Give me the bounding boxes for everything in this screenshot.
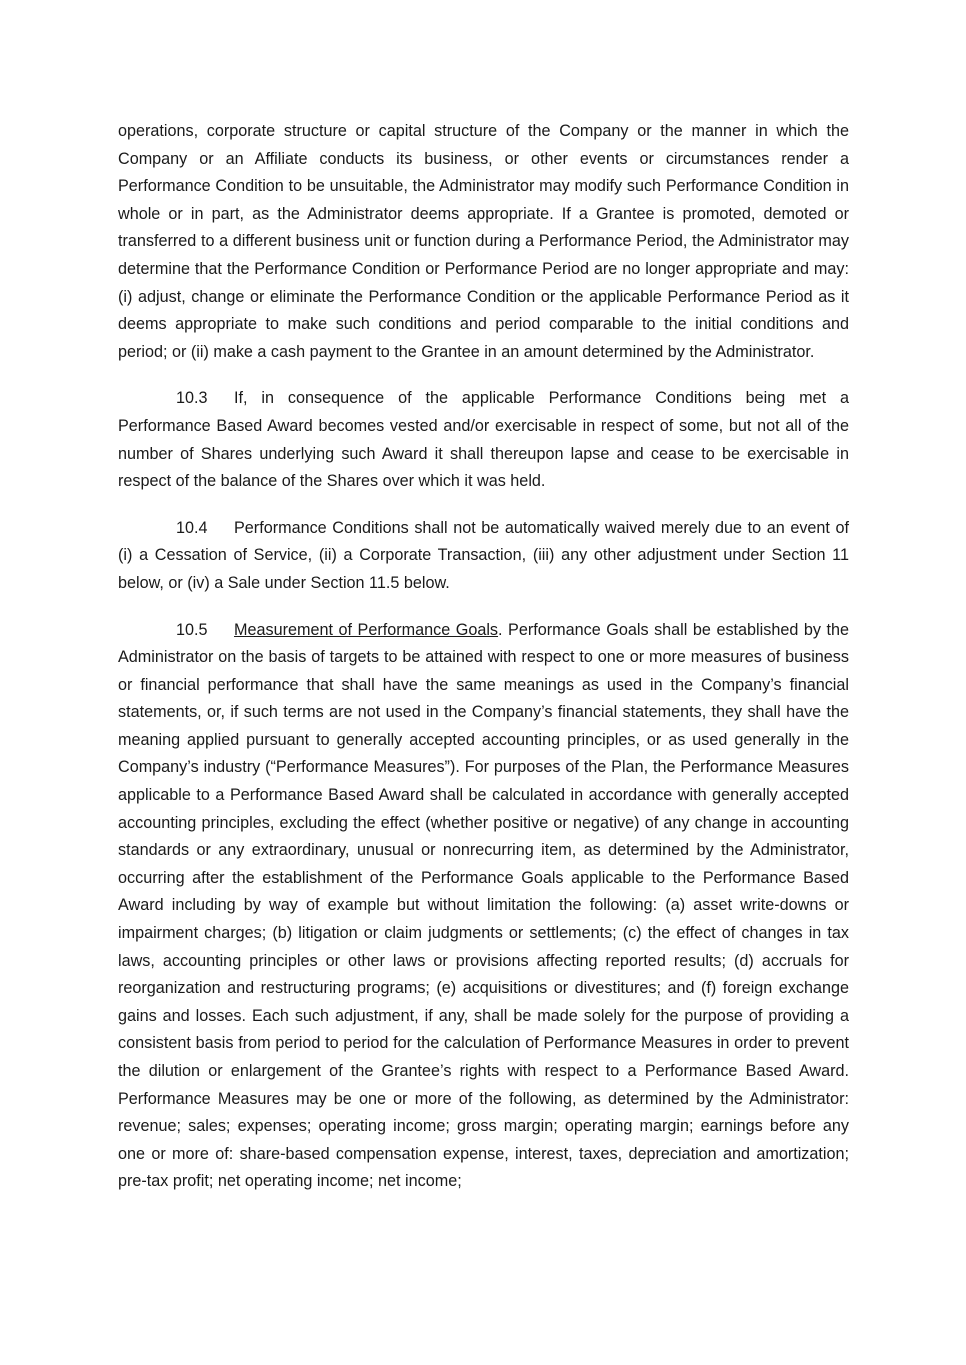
paragraph-10-3 <box>118 385 849 495</box>
document-page <box>118 118 849 1215</box>
paragraph-10-4 <box>118 515 849 598</box>
section-heading: Measurement of Performance Goals <box>234 620 499 639</box>
paragraph-text: . Performance Goals shall be established by the Administrator on the basis of targets to be attained with respect to one or more measures of business or financial performance that shall have the same meanings as used in the Company’s financial statements, or, if such terms are not used in the Company’s financial statements, they shall have the meaning applied pursuant to generally accepted accounting principles, or as used generally in the Company’s industry (“Performance Measures”). For purposes of the Plan, the Performance Measures applicable to a Performance Based Award shall be calculated in accordance with generally accepted accounting principles, excluding the effect (whether positive or negative) of any change in accounting standards or any extraordinary, unusual or nonrecurring item, as determined by the Administrator, occurring after the establishment of the Performance Goals applicable to the Performance Based Award including by way of example but without limitation the following: (a) asset write-downs or impairment charges; (b) litigation or claim judgments or settlements; (c) the effect of changes in tax laws, accounting principles or other laws or provisions affecting reported results; (d) accruals for reorganization and restructuring programs; (e) acquisitions or divestitures; and (f) foreign exchange gains and losses. Each such adjustment, if any, shall be made solely for the purpose of providing a consistent basis from period to period for the calculation of Performance Measures in order to prevent the dilution or enlargement of the Grantee’s rights with respect to a Performance Based Award. Performance Measures may be one or more of the following, as determined by the Administrator: revenue; sales; expenses; operating income; gross margin; operating margin; earnings before any one or more of: share-based compensation expense, interest, taxes, depreciation and amortization; pre-tax profit; net operating income; net income; <box>118 620 849 1191</box>
paragraph-text: Performance Conditions shall not be automatically waived merely due to an event of (i) a Cessation of Service, (ii) a Corporate Transaction, (iii) any other adjustment under Section 11 below, or (iv) a Sale under Section 11.5 below. <box>118 518 849 592</box>
section-number: 10.3 <box>176 389 208 408</box>
section-number: 10.5 <box>176 620 208 639</box>
paragraph-text: operations, corporate structure or capital structure of the Company or the manner in which the Company or an Affiliate conducts its business, or other events or circumstances render a Performance Condition to be unsuitable, the Administrator may modify such Performance Condition in whole or in part, as the Administrator deems appropriate. If a Grantee is promoted, demoted or transferred to a different business unit or function during a Performance Period, the Administrator may determine that the Performance Condition or Performance Period are no longer appropriate and may: (i) adjust, change or eliminate the Performance Condition or the applicable Performance Period as it deems appropriate to make such conditions and period comparable to the initial conditions and period; or (ii) make a cash payment to the Grantee in an amount determined by the Administrator. <box>118 122 849 361</box>
paragraph-continuation <box>118 118 849 366</box>
paragraph-10-5 <box>118 617 849 1196</box>
section-number: 10.4 <box>176 518 208 537</box>
paragraph-text: If, in consequence of the applicable Performance Conditions being met a Performance Based Award becomes vested and/or exercisable in respect of some, but not all of the number of Shares underlying such Award it shall thereupon lapse and cease to be exercisable in respect of the balance of the Shares over which it was held. <box>118 389 849 491</box>
